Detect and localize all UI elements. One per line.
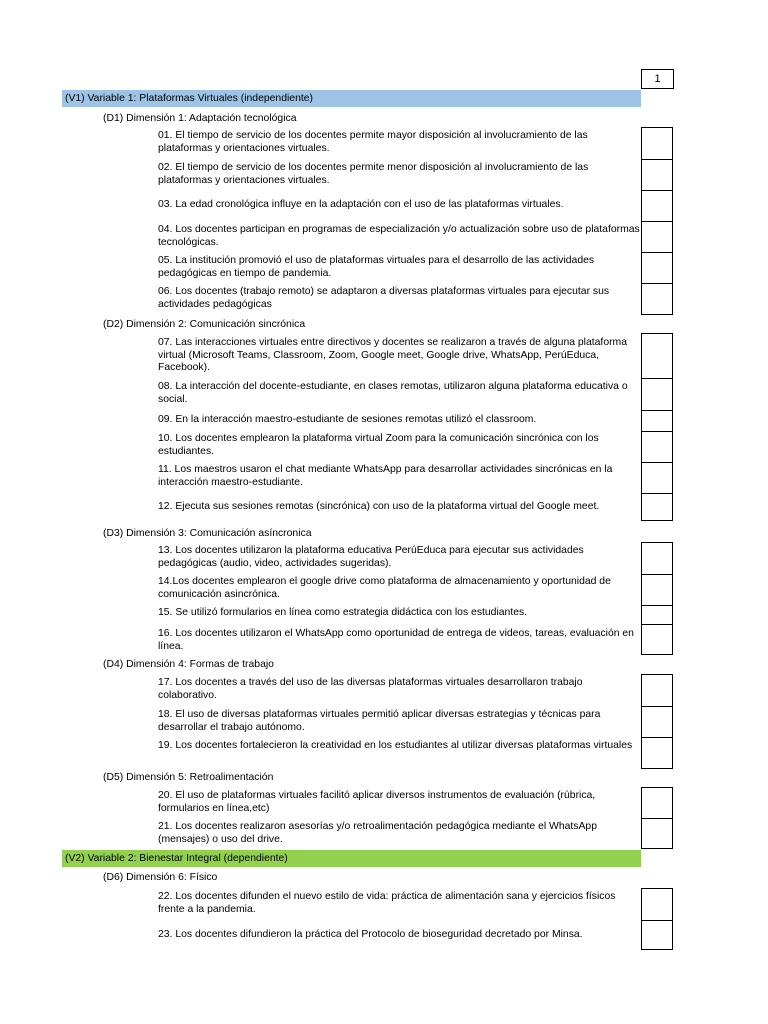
item-18: 18. El uso de diversas plataformas virtuales permitió aplicar diversas estrategias y técnicas para desarrollar el trabajo autónomo. xyxy=(158,709,601,733)
item-04: 04. Los docentes participan en programas de especialización y/o actualización sobre uso de plataformas tecnológicas. xyxy=(158,224,640,248)
item-17: 17. Los docentes a través del uso de las diversas plataformas virtuales desarrollaron trabajo colaborativo. xyxy=(158,677,583,701)
answer-box-09[interactable] xyxy=(641,410,673,432)
answer-box-10[interactable] xyxy=(641,431,673,463)
answer-box-08[interactable] xyxy=(641,378,673,411)
item-03: 03. La edad cronológica influye en la adaptación con el uso de las plataformas virtuales. xyxy=(158,199,564,210)
item-02: 02. El tiempo de servicio de los docentes permite menor disposición al involucramiento de las plataformas y orientaciones virtuales. xyxy=(158,162,589,186)
item-22: 22. Los docentes difunden el nuevo estilo de vida: práctica de alimentación sana y ejercicios físicos frente a la pandemia. xyxy=(158,891,616,915)
item-13: 13. Los docentes utilizaron la plataforma educativa PerúEduca para ejecutar sus actividades pedagógicas (audio, video, actividades sugeridas). xyxy=(158,545,584,569)
answer-box-02[interactable] xyxy=(641,159,673,191)
variable-2-header: (V2) Variable 2: Bienestar Integral (dependiente) xyxy=(62,850,641,867)
item-19: 19. Los docentes fortalecieron la creatividad en los estudiantes al utilizar diversas plataformas virtuales xyxy=(158,740,633,751)
answer-box-14[interactable] xyxy=(641,574,673,606)
answer-box-05[interactable] xyxy=(641,252,673,284)
dimension-6-label: (D6) Dimensión 6: Físico xyxy=(103,872,218,883)
answer-box-01[interactable] xyxy=(641,127,673,160)
page-number-box: 1 xyxy=(641,69,674,89)
variable-1-header: (V1) Variable 1: Plataformas Virtuales (independiente) xyxy=(62,90,641,107)
item-15: 15. Se utilizó formularios en línea como estrategia didáctica con los estudiantes. xyxy=(158,607,528,618)
answer-box-17[interactable] xyxy=(641,674,673,707)
answer-box-06[interactable] xyxy=(641,283,673,315)
item-07: 07. Las interacciones virtuales entre directivos y docentes se realizaron a través de alguna plataforma virtual (Microsoft Teams, Classroom, Zoom, Google meet, Google drive, WhatsApp, PerúEduca, Facebook). xyxy=(158,337,627,373)
item-16: 16. Los docentes utilizaron el WhatsApp como oportunidad de entrega de videos, tareas, evaluación en línea. xyxy=(158,628,634,652)
item-14: 14.Los docentes emplearon el google drive como plataforma de almacenamiento y oportunidad de comunicación asincrónica. xyxy=(158,576,611,600)
answer-box-18[interactable] xyxy=(641,706,673,738)
item-20: 20. El uso de plataformas virtuales facilitó aplicar diversos instrumentos de evaluación (rúbrica, formularios en línea,etc) xyxy=(158,790,596,814)
dimension-2-label: (D2) Dimensión 2: Comunicación sincrónica xyxy=(103,319,306,330)
answer-box-19[interactable] xyxy=(641,737,673,769)
item-01: 01. El tiempo de servicio de los docentes permite mayor disposición al involucramiento de las plataformas y orientaciones virtuales. xyxy=(158,130,588,154)
answer-box-11[interactable] xyxy=(641,462,673,494)
answer-box-16[interactable] xyxy=(641,624,673,655)
item-09: 09. En la interacción maestro-estudiante de sesiones remotas utilizó el classroom. xyxy=(158,414,537,425)
item-11: 11. Los maestros usaron el chat mediante WhatsApp para desarrollar actividades sincrónicas en la interacción maestro-estudiante. xyxy=(158,464,613,488)
item-05: 05. La institución promovió el uso de plataformas virtuales para el desarrollo de las actividades pedagógicas en tiempo de pandemia. xyxy=(158,255,595,279)
answer-box-15[interactable] xyxy=(641,605,673,625)
answer-box-21[interactable] xyxy=(641,818,673,849)
dimension-3-label: (D3) Dimensión 3: Comunicación asíncronica xyxy=(103,528,312,539)
item-23: 23. Los docentes difundieron la práctica del Protocolo de bioseguridad decretado por Minsa. xyxy=(158,929,583,940)
answer-box-22[interactable] xyxy=(641,888,673,921)
dimension-4-label: (D4) Dimensión 4: Formas de trabajo xyxy=(103,659,274,670)
answer-box-13[interactable] xyxy=(641,542,673,575)
dimension-5-label: (D5) Dimensión 5: Retroalimentación xyxy=(103,772,274,783)
item-12: 12. Ejecuta sus sesiones remotas (sincrónica) con uso de la plataforma virtual del Google meet. xyxy=(158,501,600,512)
answer-box-12[interactable] xyxy=(641,493,673,521)
answer-box-04[interactable] xyxy=(641,221,673,253)
item-08: 08. La interacción del docente-estudiante, en clases remotas, utilizaron alguna plataforma educativa o social. xyxy=(158,381,628,405)
item-10: 10. Los docentes emplearon la plataforma virtual Zoom para la comunicación sincrónica con los estudiantes. xyxy=(158,433,599,457)
answer-box-07[interactable] xyxy=(641,333,673,379)
dimension-1-label: (D1) Dimensión 1: Adaptación tecnológica xyxy=(103,113,297,124)
item-06: 06. Los docentes (trabajo remoto) se adaptaron a diversas plataformas virtuales para ejecutar sus actividades pedagógicas xyxy=(158,286,610,310)
answer-box-20[interactable] xyxy=(641,787,673,819)
answer-box-23[interactable] xyxy=(641,920,673,950)
answer-box-03[interactable] xyxy=(641,190,673,222)
item-21: 21. Los docentes realizaron asesorías y/o retroalimentación pedagógica mediante el WhatsApp (mensajes) o uso del drive. xyxy=(158,821,597,845)
